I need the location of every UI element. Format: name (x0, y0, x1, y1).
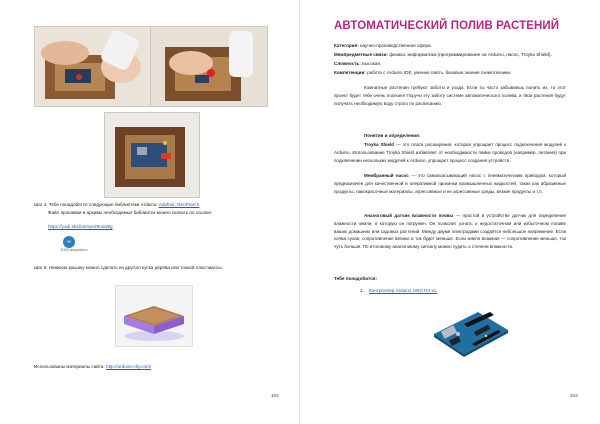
firmware-download-link[interactable]: https://yadi.sk/d/armyeZ9usw8g (48, 224, 113, 229)
page-number-right: 103 (570, 393, 578, 398)
materials-source-link[interactable]: http://arduino-diy.com/ (106, 364, 152, 369)
category-value: научно-производственная сфера. (358, 43, 432, 48)
difficulty-line (334, 61, 381, 67)
definition-pump (334, 172, 566, 195)
materials-paragraph (34, 364, 151, 370)
category-label: Категория: (334, 43, 359, 48)
materials-text: Использованы материалы сайта: (34, 364, 105, 369)
board-photo (104, 112, 200, 198)
def1-term: Troyka Shield (364, 142, 395, 147)
assembly-photo-1 (34, 26, 152, 107)
right-page (300, 0, 600, 424)
step5-text: Шаг 5. Нижнюю крышку можно сделать из другого куска дерева или тонкой пластмассы. (34, 265, 223, 270)
firmware-text: Файл прошивки и архивы необходимых библиотек можно скачать по ссылке: (48, 210, 213, 215)
competencies-label: Компетенции: (334, 70, 366, 75)
intro-paragraph: Комнатные растения требуют заботы и ухода. Если ты часто забываешь полить их, то этот проект будет тебе очень полезен! Поручи эту заботу системе автоматического полива, и твои растения будут получать необходимую воду строго по расписанию. (334, 85, 566, 106)
subjects-label: Межпредметные связи: (334, 52, 388, 57)
difficulty-label: Сложность: (334, 61, 361, 66)
page-number-left: 102 (271, 393, 279, 398)
definition-sensor (334, 212, 566, 251)
difficulty-value: высокая. (360, 61, 382, 66)
def1-text: — это плата расширения, которая упрощает процесс подключения модулей к Arduino. Использование Troyka Shield избавляет от необходимости пайки проводов (например, питания) при подключении нескольких модулей к Arduino, упрощает процесс создания устройств. (334, 142, 566, 163)
def3-term: Аналоговый датчик влажности почвы (364, 213, 454, 218)
competencies-value: работа с Arduino IDE, умение паять, базовые знания схемотехники. (365, 70, 512, 75)
neopixel-library-link[interactable]: Adafruit_NeoPixel.h (158, 202, 200, 207)
logo-text: R10K.amperka.ru (61, 248, 88, 252)
page-title: АВТОМАТИЧЕСКИЙ ПОЛИВ РАСТЕНИЙ (334, 20, 560, 32)
subjects-line (334, 52, 552, 58)
def2-term: Мембранный насос (364, 173, 409, 178)
arduino-uno-link[interactable]: Контроллер Arduino UNO R3 х1. (368, 288, 438, 293)
needed-item-1 (360, 288, 437, 294)
glowing-box-photo (115, 285, 193, 347)
assembly-photo-2 (150, 26, 268, 107)
definition-troyka (334, 141, 566, 164)
step4-text: Шаг 4. Тебе понадобятся следующие библиотеки Arduino: (34, 202, 158, 207)
def2-text: — это самовсасывающий насос с пневматическим приводом, который предназначен для качественной и оперативной прокачки промышленных жидкостей, таких как абразивные продукты, лакокрасочные материалы, агрессивные и не агрессивные среды, вязкие продукты и т.п. (334, 173, 566, 194)
step4-paragraph (34, 202, 199, 208)
subjects-value: физика, информатика (программирование на Arduino, насос, Troyka Shield). (387, 52, 552, 57)
logo-icon: ∞ (67, 239, 71, 245)
def3-text: — простой в устройстве датчик для определения влажности земли, в которую он погружен. Он позволит узнать о недостаточном или избыточном поливе ваших домашних или садовых растений. Между двумя электродами создаётся небольшое напряжение. Если почва сухая, сопротивление велико и ток будет меньше. Если земля влажная — сопротивление меньше, ток чуть больше. По итоговому аналоговому сигналу можно судить о степени влажности. (334, 213, 566, 250)
needed-heading: Тебе понадобится: (334, 276, 377, 281)
category-line (334, 43, 432, 49)
competencies-line (334, 70, 511, 76)
amperka-logo (63, 236, 75, 248)
arduino-board-image (428, 304, 512, 362)
needed-item-number: 1. (360, 288, 364, 293)
concepts-heading: Понятия и определения: (364, 133, 421, 138)
